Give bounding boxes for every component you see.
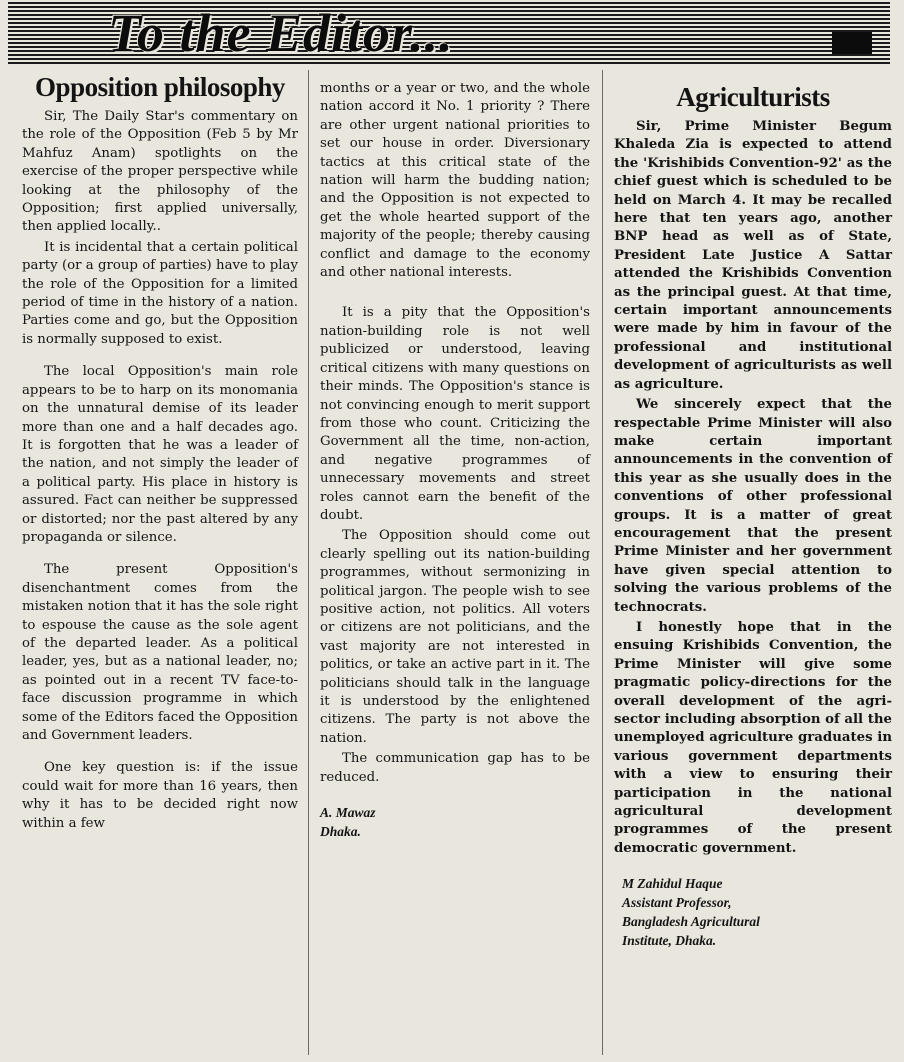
letter-paragraph: The communication gap has to be reduced. [320,751,590,785]
signature-place: Dhaka. [320,824,361,840]
column-2 [320,80,590,841]
letter-paragraph: I honestly hope that in the ensuing Krishibids Convention, the Prime Minister will give some pragmatic policy-directions for the overall development of the agri-sector including absorption of all the unemployed agriculture graduates in various government departments with a view to ensuring their participation in the national agricultural development programmes of the present democratic government. [614,619,892,856]
column-divider [602,70,603,1055]
signature-name: A. Mawaz [320,805,376,821]
letter-paragraph: It is incidental that a certain political party (or a group of parties) have to play the role of the Opposition for a limited period of time in the history of a nation. Parties come and go, but the Opposition is normally supposed to exist. [22,239,298,347]
letter-paragraph: The local Opposition's main role appears to be to harp on its monomania on the unnatural demise of its leader more than one and a half decades ago. It is forgotten that he was a leader of the nation, and not simply the leader of a political party. His place in history is assured. Fact can neither be suppressed or distorted; nor the past altered by any propaganda or silence. [22,364,298,545]
letter-heading-agriculturists: Agriculturists [676,82,830,112]
signature-place: Institute, Dhaka. [622,933,717,949]
masthead-banner [8,2,890,64]
letter-paragraph: Sir, Prime Minister Begum Khaleda Zia is expected to attend the 'Krishibids Convention-92' as the chief guest which is scheduled to be held on March 4. It may be recalled here that ten years ago, another BNP head as well as of State, President Late Justice A Sattar attended the Krishibids Convention as the principal guest. At that time, certain important announcements were made by him in favour of the professional and institutional development of agriculturists as well as agriculture. [614,119,892,392]
signature-block [320,803,590,841]
column-divider [308,70,309,1055]
banner-mark [832,32,872,54]
letter-paragraph: One key question is: if the issue could wait for more than 16 years, then why it has to be decided right now within a few [22,760,298,831]
letter-paragraph: Sir, The Daily Star's commentary on the role of the Opposition (Feb 5 by Mr Mahfuz Anam) spotlights on the exercise of the proper perspective while looking at the philosophy of the Opposition; first applied universally, then applied locally.. [22,109,298,235]
signature-name: M Zahidul Haque [622,876,723,892]
letter-paragraph: It is a pity that the Opposition's nation-building role is not well publicized or understood, leaving critical citizens with many questions on their minds. The Opposition's stance is not convincing enough to merit support from those who count. Criticizing the Government all the time, non-action, and negative programmes of unnecessary movements and street roles cannot earn the benefit of the doubt. [320,305,590,523]
letter-paragraph: The present Opposition's disenchantment comes from the mistaken notion that it has the sole right to espouse the cause as the sole agent of the departed leader. As a political leader, yes, but as a national leader, no; as pointed out in a recent TV face-to-face discussion programme in which some of the Editors faced the Opposition and Government leaders. [22,562,298,743]
column-1 [22,72,298,833]
column-3 [614,82,892,950]
signature-block [622,874,892,950]
signature-title: Assistant Professor, [622,895,732,911]
signature-institution: Bangladesh Agricultural [622,914,760,930]
letter-heading-opposition: Opposition philosophy [35,72,285,102]
section-title: To the Editor... [108,3,454,63]
letter-paragraph: We sincerely expect that the respectable Prime Minister will also make certain important announcements in the convention of this year as she usually does in the conventions of other professional groups. It is a matter of great encouragement that the present Prime Minister and her government have given special attention to solving the various problems of the technocrats. [614,397,892,615]
letter-paragraph: months or a year or two, and the whole nation accord it No. 1 priority ? There are other urgent national priorities to set our house in order. Diversionary tactics at this critical state of the nation will harm the budding nation; and the Opposition is not expected to get the whole hearted support of the majority of the people; thereby causing conflict and damage to the economy and other national interests. [320,81,590,281]
letter-paragraph: The Opposition should come out clearly spelling out its nation-building programmes, without sermonizing in political jargon. The people wish to see positive action, not politics. All voters or citizens are not politicians, and the vast majority are not interested in politics, or take an active part in it. The politicians should talk in the language it is understood by the enlightened citizens. The party is not above the nation. [320,528,590,746]
